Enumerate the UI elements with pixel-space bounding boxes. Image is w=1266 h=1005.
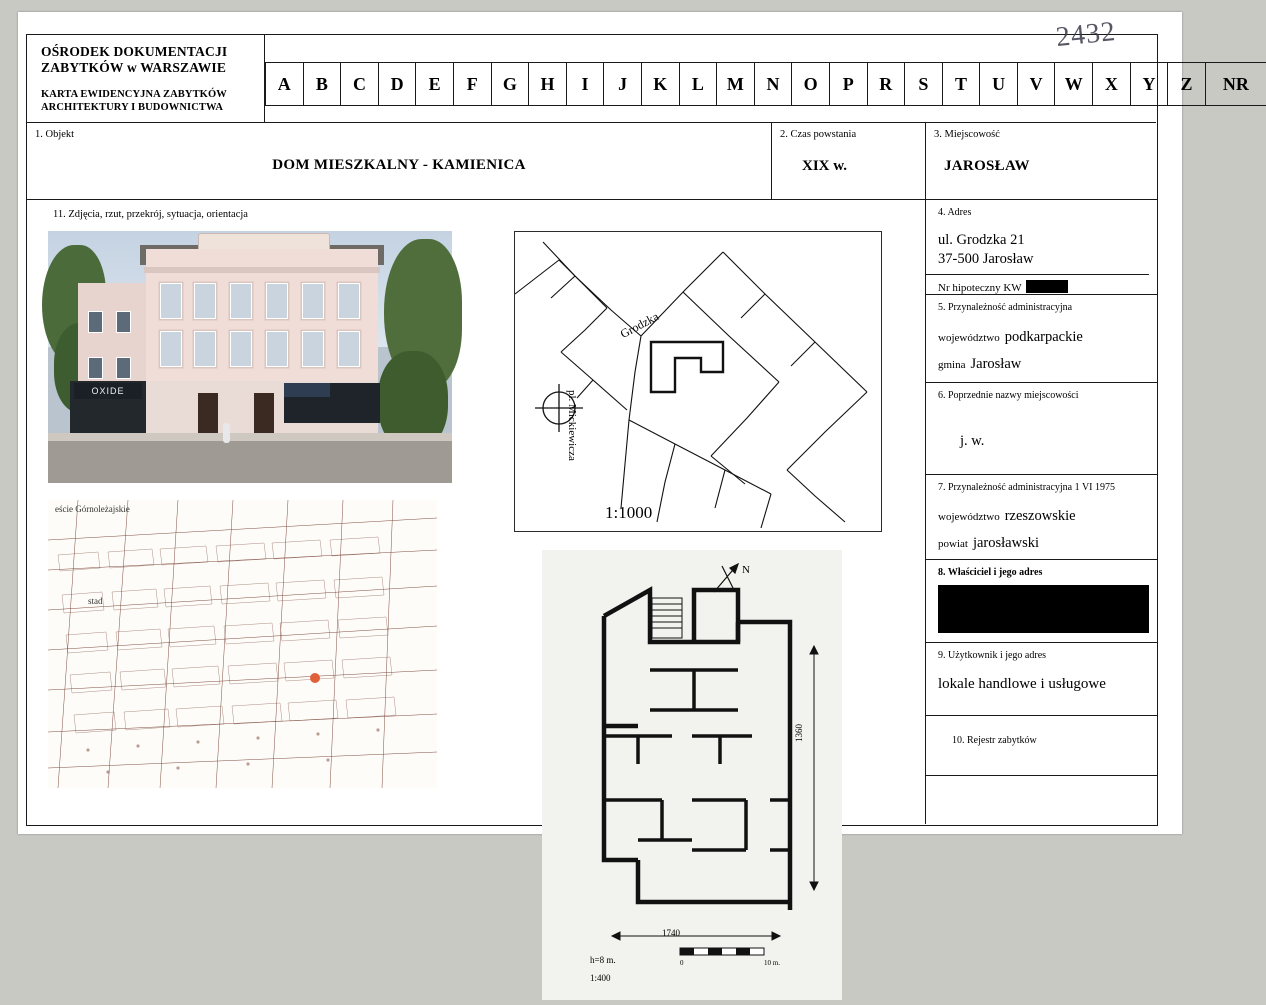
field-admin-current-label: 5. Przynależność administracyjna [938, 302, 1073, 313]
field-locality-label: 3. Miejscowość [934, 129, 1000, 140]
field-object [27, 123, 772, 199]
alphabet-cell-w[interactable]: W [1055, 62, 1093, 106]
floor-plan-drawing [542, 550, 842, 1000]
map-label-mid: stad [88, 596, 103, 606]
alphabet-cell-nr: NR [1206, 62, 1266, 106]
administrative-panel [926, 200, 1157, 824]
alphabet-cell-l[interactable]: L [680, 62, 718, 106]
alphabet-cell-b[interactable]: B [304, 62, 342, 106]
scale-bar [680, 948, 764, 955]
field-previous-names-value: j. w. [960, 433, 985, 449]
voivodeship-1975-label: województwo [938, 511, 1000, 523]
voivodeship-label: województwo [938, 332, 1000, 344]
alphabet-cell-g[interactable]: G [492, 62, 530, 106]
field-previous-names [926, 383, 1157, 475]
historic-map-drawing [48, 500, 437, 788]
field-kw-label: Nr hipoteczny KW [938, 282, 1022, 294]
floor-plan-height-note: h=8 m. [590, 955, 616, 965]
card-type-line-2: ARCHITEKTURY I BUDOWNICTWA [41, 102, 224, 113]
illustrations-panel [27, 200, 926, 983]
alphabet-cell-i[interactable]: I [567, 62, 605, 106]
floor-plan-width-dimension: 1740 [662, 928, 680, 938]
field-owner-label: 8. Właściciel i jego adres [938, 567, 1043, 578]
alphabet-cell-a[interactable]: A [265, 62, 304, 106]
street-label-grodzka: Grodzka [617, 309, 661, 341]
field-user-label: 9. Użytkownik i jego adres [938, 650, 1047, 661]
alphabet-cell-u[interactable]: U [980, 62, 1018, 106]
field-kw-redacted [1026, 280, 1068, 293]
organization-line-1: OŚRODEK DOKUMENTACJI [41, 44, 228, 59]
alphabet-cell-d[interactable]: D [379, 62, 417, 106]
field-register-blank [926, 776, 1157, 844]
field-address-street: ul. Grodzka 21 [938, 232, 1025, 248]
handwritten-record-number: 2432 [1054, 15, 1118, 54]
field-object-value: DOM MIESZKALNY - KAMIENICA [272, 157, 526, 173]
alphabet-cell-y[interactable]: Y [1131, 62, 1169, 106]
north-label: N [742, 564, 750, 576]
floor-plan [542, 550, 842, 1000]
field-user-value: lokale handlowe i usługowe [938, 676, 1106, 692]
alphabet-cell-m[interactable]: M [717, 62, 755, 106]
alphabet-cell-f[interactable]: F [454, 62, 492, 106]
alphabet-cell-r[interactable]: R [868, 62, 906, 106]
illustrations-label: 11. Zdjęcia, rzut, przekrój, sytuacja, orientacja [53, 209, 248, 220]
alphabet-cell-o[interactable]: O [792, 62, 830, 106]
alphabet-cell-n[interactable]: N [755, 62, 793, 106]
floor-plan-depth-dimension: 1360 [794, 724, 804, 742]
field-register [926, 716, 1157, 776]
field-owner [926, 560, 1157, 643]
field-previous-names-label: 6. Poprzednie nazwy miejscowości [938, 390, 1079, 401]
field-register-label: 10. Rejestr zabytków [952, 735, 1037, 746]
alphabet-cell-s[interactable]: S [905, 62, 943, 106]
plot-outline [651, 342, 723, 392]
field-admin-1975 [926, 475, 1157, 560]
field-object-label: 1. Objekt [35, 129, 75, 140]
field-date-label: 2. Czas powstania [780, 129, 857, 140]
organization-line-2: ZABYTKÓW w WARSZAWIE [41, 60, 227, 75]
alphabet-cell-c[interactable]: C [341, 62, 379, 106]
document-sheet [18, 12, 1249, 983]
alphabet-row [265, 62, 1266, 104]
map-label-top: eście Górnoleżajskie [55, 504, 130, 514]
field-locality [926, 123, 1157, 199]
field-locality-value: JAROSŁAW [944, 158, 1030, 174]
identification-row [27, 123, 1157, 200]
alphabet-cell-e[interactable]: E [416, 62, 454, 106]
field-date [772, 123, 926, 199]
field-user [926, 643, 1157, 716]
alphabet-cell-p[interactable]: P [830, 62, 868, 106]
field-address-city: 37-500 Jarosław [938, 251, 1034, 267]
alphabet-cell-z[interactable]: Z [1168, 62, 1206, 106]
building-photograph [48, 231, 452, 483]
scale-bar-end-label: 10 m. [764, 959, 780, 967]
situation-plan-drawing [515, 232, 881, 531]
field-address [926, 200, 1157, 295]
header-organization-block [27, 35, 265, 123]
alphabet-cell-t[interactable]: T [943, 62, 981, 106]
commune-value: Jarosław [970, 356, 1022, 372]
field-admin-1975-label: 7. Przynależność administracyjna 1 VI 1975 [938, 482, 1115, 493]
street-label-mickiewicza: pl. Mickiewicza [566, 390, 578, 461]
field-date-value: XIX w. [802, 158, 848, 174]
situation-plan-scale: 1:1000 [605, 503, 653, 522]
historic-town-map [48, 500, 437, 788]
voivodeship-1975-value: rzeszowskie [1004, 508, 1076, 524]
alphabet-cell-v[interactable]: V [1018, 62, 1056, 106]
scale-bar-start-label: 0 [680, 959, 684, 967]
floor-plan-scale: 1:400 [590, 973, 611, 983]
photo-shop-sign-left: OXIDE [74, 383, 142, 399]
alphabet-cell-j[interactable]: J [604, 62, 642, 106]
field-admin-current [926, 295, 1157, 383]
field-owner-redacted [938, 585, 1149, 633]
alphabet-cell-h[interactable]: H [529, 62, 567, 106]
card-type-line-1: KARTA EWIDENCYJNA ZABYTKÓW [41, 89, 227, 100]
commune-label: gmina [938, 359, 966, 371]
county-1975-value: jarosławski [972, 535, 1039, 551]
county-1975-label: powiat [938, 538, 968, 550]
situation-plan [514, 231, 882, 532]
field-address-label: 4. Adres [938, 207, 972, 218]
alphabet-cell-x[interactable]: X [1093, 62, 1131, 106]
voivodeship-value: podkarpackie [1004, 329, 1083, 345]
alphabet-cell-k[interactable]: K [642, 62, 680, 106]
alphabet-index-strip [265, 15, 1249, 123]
